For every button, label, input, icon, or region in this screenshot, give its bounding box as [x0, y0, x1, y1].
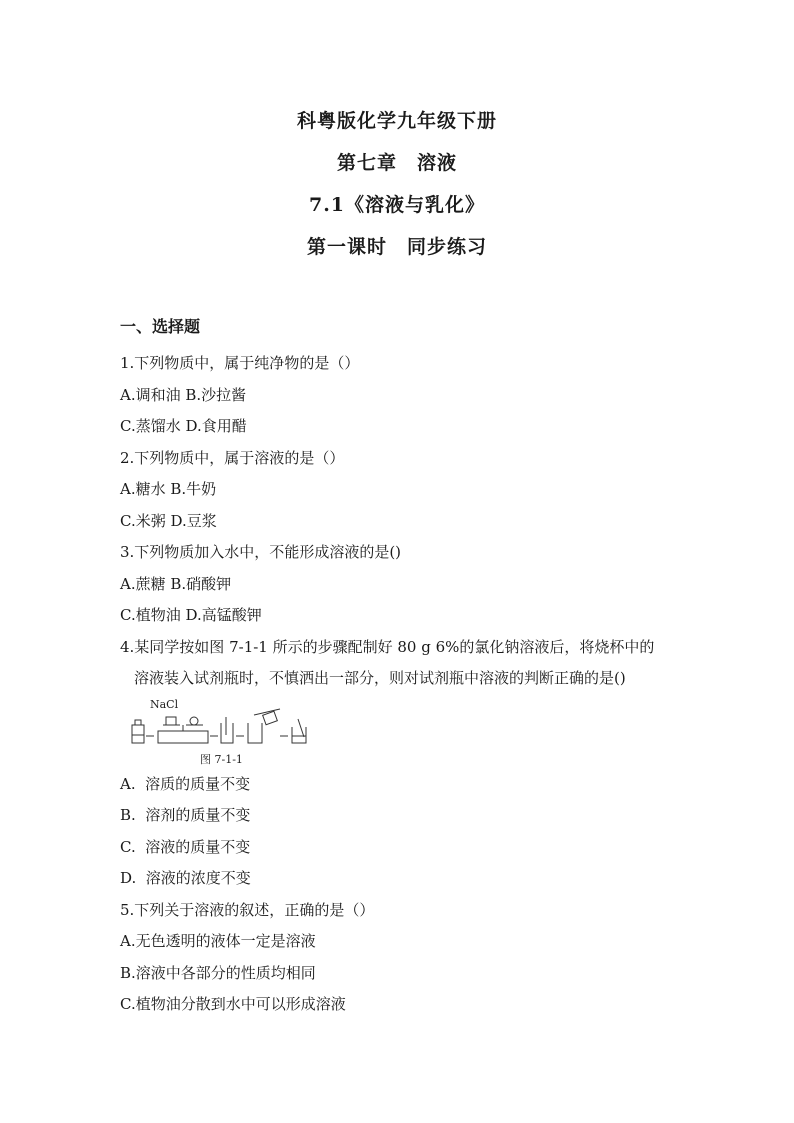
question-stem-4-continued: 溶液装入试剂瓶时，不慎洒出一部分，则对试剂瓶中溶液的判断正确的是(): [134, 669, 626, 687]
question-5-option-b: B.溶液中各部分的性质均相同: [120, 963, 316, 982]
lab-steps-diagram: [130, 695, 330, 769]
question-2-option-row-2: C.米粥 D.豆浆: [120, 511, 217, 530]
section-heading: 一、选择题: [120, 317, 201, 336]
chapter-title: 第七章 溶液: [336, 152, 457, 174]
pouring-icon: [248, 709, 280, 743]
solution-preparation-figure: [130, 695, 680, 769]
question-stem-1: 1.下列物质中，属于纯净物的是（）: [120, 354, 360, 372]
question-3-option-row-2: C.植物油 D.高锰酸钾: [120, 606, 262, 624]
stirring-beaker-icon: [292, 719, 306, 743]
question-3-option-row-1: A.蔗糖 B.硝酸钾: [120, 574, 232, 593]
question-stem-2: 2.下列物质中，属于溶液的是（）: [120, 448, 345, 467]
nacl-label: NaCl: [150, 697, 179, 711]
question-4-option-a: A. 溶质的质量不变: [120, 774, 251, 793]
figure-caption: 图 7-1-1: [200, 752, 243, 766]
question-2-option-row-1: A.糖水 B.牛奶: [120, 480, 217, 498]
question-4-option-b: B. 溶剂的质量不变: [120, 806, 251, 824]
question-stem-3: 3.下列物质加入水中，不能形成溶液的是(): [120, 543, 402, 561]
question-1-option-row-2: C.蒸馏水 D.食用醋: [120, 417, 247, 435]
question-stem-4: 4.某同学按如图 7-1-1 所示的步骤配制好 80 g 6%的氯化钠溶液后，将烧杯中的: [120, 637, 655, 656]
question-5-option-a: A.无色透明的液体一定是溶液: [120, 932, 316, 950]
question-list: [120, 348, 680, 1021]
question-stem-5: 5.下列关于溶液的叙述，正确的是（）: [120, 900, 375, 919]
question-1-option-row-1: A.调和油 B.沙拉酱: [120, 385, 247, 404]
beaker-icon: [221, 717, 233, 743]
book-title: 科粤版化学九年级下册: [296, 110, 497, 132]
document-title-block: [0, 100, 794, 268]
question-4-option-c: C. 溶液的质量不变: [120, 837, 251, 856]
reagent-bottle-icon: [132, 720, 144, 743]
question-5-option-c: C.植物油分散到水中可以形成溶液: [120, 995, 346, 1013]
question-4-option-d: D. 溶液的浓度不变: [120, 869, 251, 887]
balance-scale-icon: [158, 717, 208, 743]
period-title: 第一课时 同步练习: [306, 236, 487, 258]
lesson-title: 7.1《溶液与乳化》: [308, 194, 486, 216]
